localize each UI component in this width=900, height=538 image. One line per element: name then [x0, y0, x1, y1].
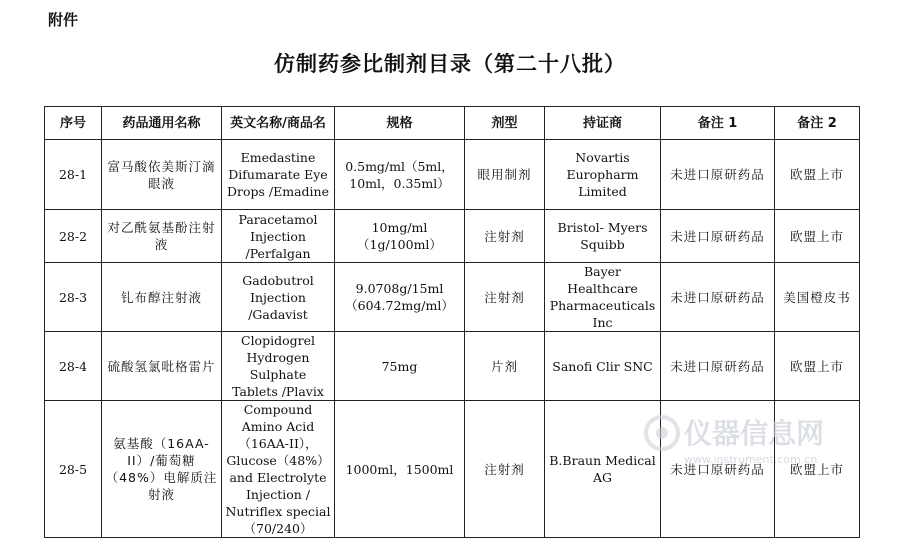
cell-english-name: Clopidogrel Hydrogen Sulphate Tablets /Plavix	[222, 332, 335, 401]
cell-english-name: Emedastine Difumarate Eye Drops /Emadine	[222, 140, 335, 210]
cell-holder: Bristol- Myers Squibb	[545, 210, 661, 263]
cell-english-name: Gadobutrol Injection /Gadavist	[222, 263, 335, 332]
cell-dosage-form: 注射剂	[465, 210, 545, 263]
cell-note1: 未进口原研药品	[661, 401, 775, 538]
cell-note1: 未进口原研药品	[661, 332, 775, 401]
column-header-no: 序号	[45, 107, 102, 140]
table-row	[45, 332, 860, 401]
cell-no: 28-2	[45, 210, 102, 263]
cell-dosage-form: 注射剂	[465, 263, 545, 332]
column-header-spec: 规格	[335, 107, 465, 140]
cell-spec: 75mg	[335, 332, 465, 401]
column-header-note2: 备注 2	[775, 107, 860, 140]
cell-english-name: Compound Amino Acid（16AA-II），Glucose（48%）and Electrolyte Injection / Nutriflex special（70/240）	[222, 401, 335, 538]
cell-generic-name: 钆布醇注射液	[102, 263, 222, 332]
cell-note1: 未进口原研药品	[661, 140, 775, 210]
cell-note2: 欧盟上市	[775, 401, 860, 538]
cell-note2: 欧盟上市	[775, 140, 860, 210]
cell-no: 28-4	[45, 332, 102, 401]
cell-note1: 未进口原研药品	[661, 210, 775, 263]
cell-dosage-form: 眼用制剂	[465, 140, 545, 210]
reference-drug-table	[44, 106, 860, 538]
cell-generic-name: 氨基酸（16AA-II）/葡萄糖（48%）电解质注射液	[102, 401, 222, 538]
cell-spec: 1000ml，1500ml	[335, 401, 465, 538]
table-row	[45, 210, 860, 263]
cell-generic-name: 富马酸依美斯汀滴眼液	[102, 140, 222, 210]
column-header-note1: 备注 1	[661, 107, 775, 140]
watermark-text: 仪器信息网	[684, 417, 825, 450]
table-row	[45, 401, 860, 538]
table-header-row	[45, 107, 860, 140]
cell-no: 28-1	[45, 140, 102, 210]
page-title: 仿制药参比制剂目录（第二十八批）	[274, 52, 626, 76]
cell-note1: 未进口原研药品	[661, 263, 775, 332]
column-header-english-name: 英文名称/商品名	[222, 107, 335, 140]
column-header-generic-name: 药品通用名称	[102, 107, 222, 140]
table-row	[45, 140, 860, 210]
cell-holder: Sanofi Clir SNC	[545, 332, 661, 401]
cell-generic-name: 对乙酰氨基酚注射液	[102, 210, 222, 263]
cell-no: 28-5	[45, 401, 102, 538]
cell-note2: 欧盟上市	[775, 332, 860, 401]
cell-note2: 美国橙皮书	[775, 263, 860, 332]
cell-dosage-form: 片剂	[465, 332, 545, 401]
cell-no: 28-3	[45, 263, 102, 332]
column-header-dosage-form: 剂型	[465, 107, 545, 140]
table-row	[45, 263, 860, 332]
cell-note2: 欧盟上市	[775, 210, 860, 263]
cell-dosage-form: 注射剂	[465, 401, 545, 538]
cell-spec: 10mg/ml（1g/100ml）	[335, 210, 465, 263]
cell-holder: Bayer Healthcare Pharmaceuticals Inc	[545, 263, 661, 332]
cell-holder: B.Braun Medical AG	[545, 401, 661, 538]
column-header-holder: 持证商	[545, 107, 661, 140]
watermark-url: www.instrument.com.cn	[684, 453, 818, 466]
attachment-label: 附件	[48, 11, 79, 29]
cell-spec: 0.5mg/ml（5ml，10ml，0.35ml）	[335, 140, 465, 210]
cell-generic-name: 硫酸氢氯吡格雷片	[102, 332, 222, 401]
cell-spec: 9.0708g/15ml（604.72mg/ml）	[335, 263, 465, 332]
cell-holder: Novartis Europharm Limited	[545, 140, 661, 210]
cell-english-name: Paracetamol Injection /Perfalgan	[222, 210, 335, 263]
